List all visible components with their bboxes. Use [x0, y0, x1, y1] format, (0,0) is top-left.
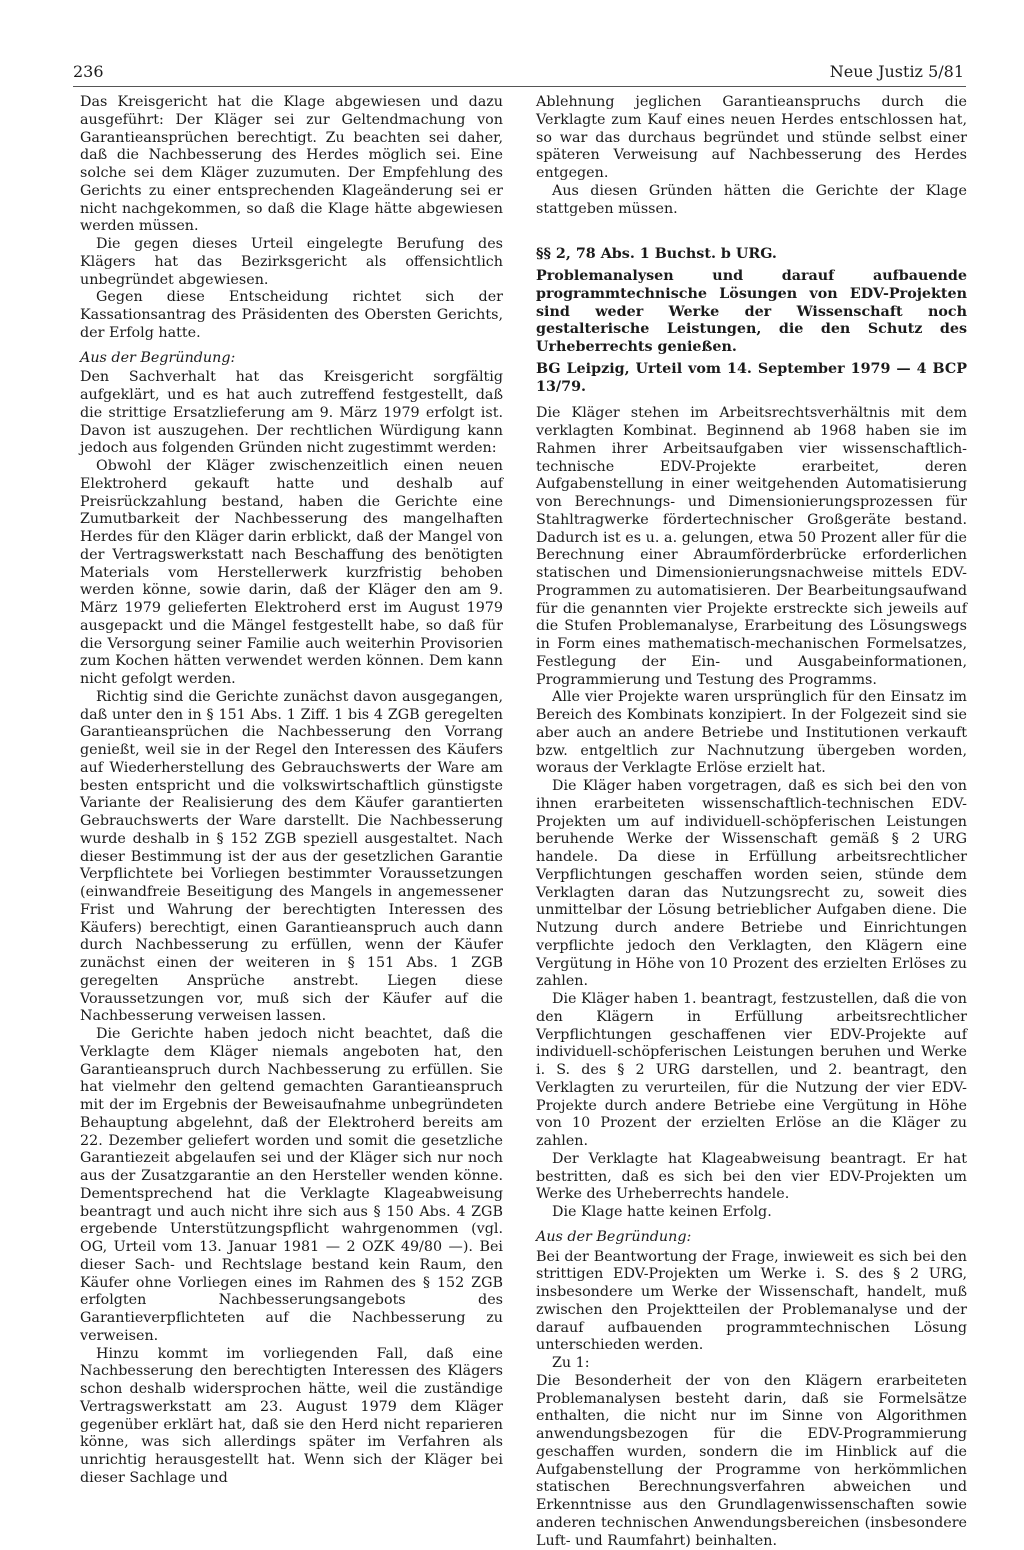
paragraph: Aus diesen Gründen hätten die Gerichte der Klage stattgeben müssen.	[536, 182, 967, 217]
left-column	[80, 94, 503, 1488]
right-column	[536, 94, 967, 1550]
paragraph: Die Kläger stehen im Arbeitsrechtsverhältnis mit dem verklagten Kombinat. Beginnend ab 1968 haben sie im Rahmen ihrer Arbeitsaufgaben vier wissenschaftlich-technische EDV-Projekte erarbeitet, deren Aufgabenstellung in einer weitgehenden Automatisierung von Berechnungs- und Dimensionierungsprozessen für Stahltragwerke fördertechnischer Großgeräte bestand. Dadurch ist es u. a. gelungen, etwa 50 Prozent aller für die Berechnung einer Abraumförderbrücke erforderlichen statischen und Dimensionierungsnachweise mittels EDV-Programmen zu automatisieren. Der Bearbeitungsaufwand für die genannten vier Projekte erstreckte sich jeweils auf die Stufen Problemanalyse, Erarbeitung des Lösungswegs in Form eines mathematisch-mechanischen Formelsatzes, Festlegung der Ein- und Ausgabeinformationen, Programmierung und Testung des Programms.	[536, 405, 967, 688]
paragraph: Obwohl der Kläger zwischenzeitlich einen neuen Elektroherd gekauft hatte und deshalb auf Preisrückzahlung bestand, haben die Gerichte eine Zumutbarkeit der Nachbesserung des mangelhaften Herdes für den Kläger darin erblickt, daß der Mangel von der Vertragswerkstatt nach Beschaffung des benötigten Materials vom Herstellerwerk kurzfristig behoben werden könne, sowie darin, daß der Kläger den am 9. März 1979 gelieferten Elektroherd erst im August 1979 ausgepackt und die Mängel festgestellt habe, so daß für die Versorgung seiner Familie auch weiterhin Provisorien zum Kochen hätten verwendet werden können. Dem kann nicht gefolgt werden.	[80, 458, 503, 687]
section-heading: Aus der Begründung:	[80, 349, 236, 366]
paragraph: Zu 1:	[552, 1355, 590, 1371]
section-heading: Aus der Begründung:	[536, 1228, 692, 1245]
paragraph: Die Klage hatte keinen Erfolg.	[552, 1204, 772, 1220]
paragraph: Die Gerichte haben jedoch nicht beachtet, daß die Verklagte dem Kläger niemals angeboten hat, den Garantieanspruch durch Nachbesserung zu erfüllen. Sie hat vielmehr den geltend gemachten Garantieanspruch mit der im Ergebnis der Beweisaufnahme unbegründeten Behauptung abgelehnt, daß der Elektroherd bereits am 22. Dezember geliefert worden und somit die gesetzliche Garantiezeit abgelaufen sei und der Kläger sich nur noch aus der Zusatzgarantie an den Hersteller wenden könne. Dementsprechend hat die Verklagte Klageabweisung beantragt und auch nicht ihre sich aus § 150 Abs. 4 ZGB ergebende Unterstützungspflicht wahrgenommen (vgl. OG, Urteil vom 13. Januar 1981 — 2 OZK 49/80 —). Bei dieser Sach- und Rechtslage bestand kein Raum, den Käufer ohne Vorliegen eines im Rahmen des § 152 ZGB erfolgten Nachbesserungsangebots des Garantieverpflichteten auf die Nachbesserung zu verweisen.	[80, 1026, 503, 1344]
paragraph: Die Kläger haben vorgetragen, daß es sich bei den von ihnen erarbeiteten wissenschaftlich-technischen EDV-Projekten um auf individuell-schöpferischen Leistungen beruhende Werke der Wissenschaft gemäß § 2 URG handele. Da diese in Erfüllung arbeitsrechtlicher Verpflichtungen geschaffen worden seien, stünde dem Verklagten daran das Nutzungsrecht zu, soweit dies unmittelbar der Lösung betrieblicher Aufgaben diene. Die Nutzung durch andere Betriebe und Einrichtungen verpflichte jedoch den Verklagten, den Klägern eine Vergütung in Höhe von 10 Prozent des erzielten Erlöses zu zahlen.	[536, 778, 967, 990]
paragraph: Hinzu kommt im vorliegenden Fall, daß eine Nachbesserung den berechtigten Interessen des Klägers schon deshalb widersprochen hätte, weil die zuständige Vertragswerkstatt am 23. August 1979 dem Kläger gegenüber erklärt hat, daß sie den Herd nicht reparieren könne, was sich allerdings später im Verfahren als unrichtig herausgestellt hat. Wenn sich der Kläger bei dieser Sachlage und	[80, 1345, 503, 1486]
paragraph: Der Verklagte hat Klageabweisung beantragt. Er hat bestritten, daß es sich bei den vier EDV-Projekten um Werke des Urheberrechts handele.	[536, 1150, 967, 1203]
paragraph: Die Besonderheit der von den Klägern erarbeiteten Problemanalysen besteht darin, daß sie Formelsätze enthalten, die nicht nur im Sinne von Algorithmen anwendungsbezogen für die EDV-Programmierung geschaffen wurden, sondern die im Hinblick auf die Aufgabenstellung der Programme von herkömmlichen statischen Berechnungsverfahren abweichen und Erkenntnisse aus den Grundlagenwissenschaften sowie anderen technischen Anwendungsbereichen (insbesondere Luft- und Raumfahrt) beinhalten.	[536, 1372, 967, 1549]
paragraph: Alle vier Projekte waren ursprünglich für den Einsatz im Bereich des Kombinats konzipiert. In der Folgezeit sind sie aber auch an andere Betriebe und Institutionen verkauft bzw. entgeltlich zur Nachnutzung übergeben worden, woraus der Verklagte Erlöse erzielt hat.	[536, 689, 967, 777]
header-rule	[73, 86, 966, 87]
paragraph: Gegen diese Entscheidung richtet sich der Kassationsantrag des Präsidenten des Obersten Gerichts, der Erfolg hatte.	[80, 289, 503, 341]
paragraph: Die Kläger haben 1. beantragt, festzustellen, daß die von den Klägern in Erfüllung arbeitsrechtlicher Verpflichtungen geschaffenen vier EDV-Projekte auf individuell-schöpferischen Leistungen beruhen und Werke i. S. des § 2 URG darstellen, und 2. beantragt, den Verklagten zu verurteilen, für die Nutzung der vier EDV-Projekte durch andere Betriebe eine Vergütung in Höhe von 10 Prozent der erzielten Erlöse an die Kläger zu zahlen.	[536, 991, 967, 1149]
paragraph: Das Kreisgericht hat die Klage abgewiesen und dazu ausgeführt: Der Kläger sei zur Geltendmachung von Garantieansprüchen berechtigt. Zu beachten sei daher, daß die Nachbesserung des Herdes möglich sei. Eine solche sei dem Kläger zuzumuten. Der Empfehlung des Gerichts zu einer entsprechenden Klageänderung sei er nicht nachgekommen, so daß die Klage hätte abgewiesen werden müssen.	[80, 94, 503, 235]
page-number: 236	[73, 62, 104, 81]
paragraph: Richtig sind die Gerichte zunächst davon ausgegangen, daß unter den in § 151 Abs. 1 Ziff. 1 bis 4 ZGB geregelten Garantieansprüchen die Nachbesserung den Vorrang genießt, weil sie in der Regel den Interessen des Käufers auf Wiederherstellung des Gebrauchswerts der Ware am besten entspricht und die volkswirtschaftlich günstigste Variante der Realisierung des dem Käufer garantierten Gebrauchswerts der Ware darstellt. Die Nachbesserung wurde deshalb in § 152 ZGB speziell ausgestaltet. Nach dieser Bestimmung ist der aus der gesetzlichen Garantie Verpflichtete bei Vorliegen bestimmter Voraussetzungen (einwandfreie Beseitigung des Mangels in angemessener Frist und Wahrung der berechtigten Interessen des Käufers) berechtigt, einen Garantieanspruch auch dann durch Nachbesserung zu erfüllen, wenn der Käufer zunächst einen der weiteren in § 151 Abs. 1 ZGB geregelten Ansprüche anstrebt. Liegen diese Voraussetzungen vor, muß sich der Käufer auf die Nachbesserung verweisen lassen.	[80, 688, 503, 1025]
court-reference: BG Leipzig, Urteil vom 14. September 1979 — 4 BCP 13/79.	[536, 360, 967, 395]
paragraph: Bei der Beantwortung der Frage, inwieweit es sich bei den strittigen EDV-Projekten um Werke i. S. des § 2 URG, insbesondere um Werke der Wissenschaft, handelt, muß zwischen den Projektteilen der Problemanalyse und der darauf aufbauenden programmtechnischen Lösung unterschieden werden.	[536, 1248, 967, 1354]
paragraph: Die gegen dieses Urteil eingelegte Berufung des Klägers hat das Bezirksgericht als offensichtlich unbegründet abgewiesen.	[80, 236, 503, 288]
paragraph: Den Sachverhalt hat das Kreisgericht sorgfältig aufgeklärt, und es hat auch zutreffend festgestellt, daß die strittige Ersatzlieferung am 9. März 1979 erfolgt ist. Davon ist auszugehen. Der rechtlichen Würdigung kann jedoch aus folgenden Gründen nicht zugestimmt werden:	[80, 369, 503, 457]
case-citation: §§ 2, 78 Abs. 1 Buchst. b URG.	[536, 246, 777, 263]
journal-issue: Neue Justiz 5/81	[829, 62, 964, 81]
paragraph: Ablehnung jeglichen Garantieanspruchs durch die Verklagte zum Kauf eines neuen Herdes entschlossen hat, so war das durchaus begründet und stünde selbst einer späteren Verweisung auf Nachbesserung des Herdes entgegen.	[536, 94, 967, 181]
case-headnote: Problemanalysen und darauf aufbauende programmtechnische Lösungen von EDV-Projekten sind weder Werke der Wissenschaft noch gestalterische Leistungen, die den Schutz des Urheberrechts genießen.	[536, 268, 967, 355]
